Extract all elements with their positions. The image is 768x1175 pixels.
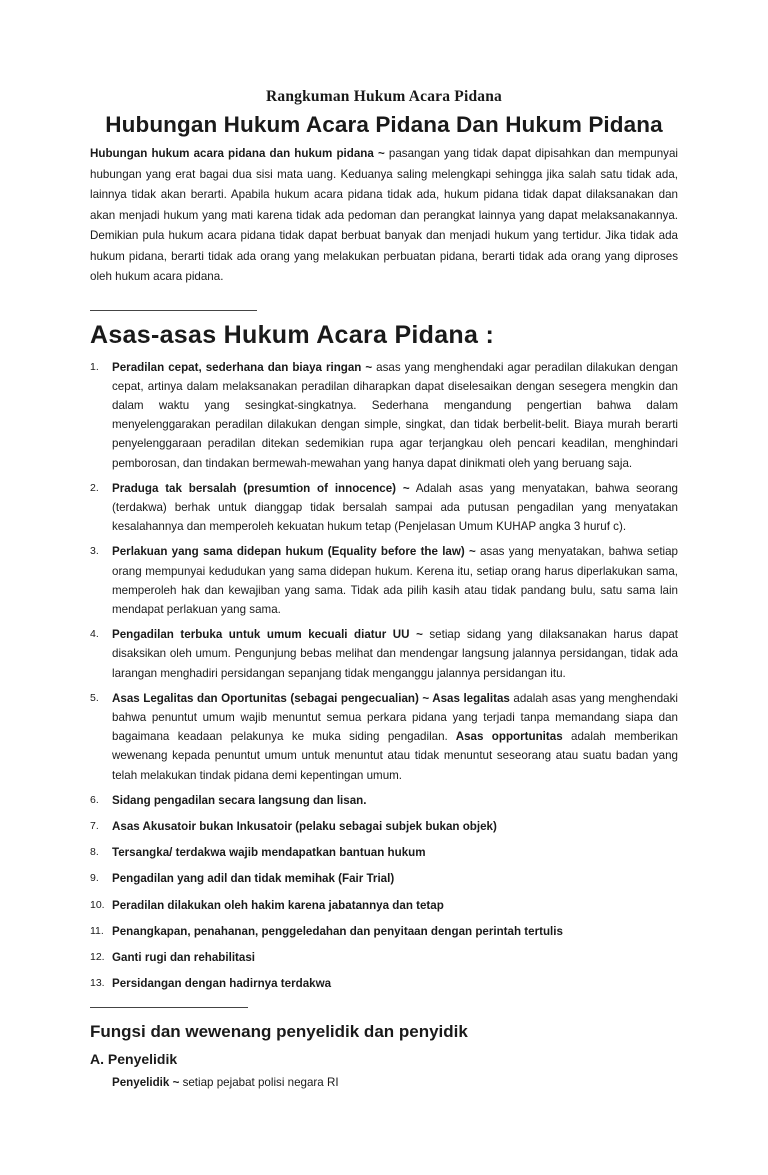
document-title: Hubungan Hukum Acara Pidana Dan Hukum Pidana [105, 112, 663, 137]
item-text: Adalah asas yang menyatakan, bahwa seorang (terdakwa) berhak untuk dianggap tidak bersalah sampai ada putusan pengadilan yang menyatakan kesalahannya dan memperoleh kekuatan hukum tetap (Penjelasan Umum KUHAP angka 3 huruf c). [112, 481, 679, 534]
item-number: 9. [90, 872, 99, 885]
item-term: Penangkapan, penahanan, penggeledahan dan penyitaan dengan perintah tertulis [112, 924, 563, 938]
item-term: Praduga tak bersalah (presumtion of innocence) ~ [112, 481, 410, 495]
item-number: 13. [90, 977, 105, 990]
list-item [90, 817, 678, 836]
item-text: asas yang menghendaki agar peradilan dilakukan dengan cepat, artinya dalam melaksanakan peradilan diharapkan dapat diselesaikan dengan sesegera mengkin dan dalam waktu yang sesingkat-singkatnya. Sederhana mengandung pengertian bahwa dalam menyelenggarakan peradilan dilakukan dengan simple, singkat, dan tidak berbelit-belit. Biaya murah berarti penyelenggaraan peradilan ditekan sedemikian rupa agar terjangkau oleh pencari keadilan, menghindari pemborosan, dan tindakan bermewah-mewahan yang hanya dapat dinikmati oleh yang beruang saja. [112, 360, 678, 470]
list-item [90, 896, 678, 915]
item-text-secondary: adalah memberikan wewenang kepada penuntut umum untuk menuntut atau tidak menuntut seseorang atau suatu badan yang telah melakukan tindak pidana demi kepentingan umum. [112, 730, 678, 782]
list-item [90, 869, 678, 888]
list-item [90, 542, 678, 619]
item-term: Ganti rugi dan rehabilitasi [112, 950, 256, 964]
item-number: 11. [90, 924, 104, 937]
item-number: 1. [90, 360, 99, 373]
item-number: 5. [90, 691, 99, 704]
penyelidik-subheading: A. Penyelidik [90, 1051, 178, 1068]
item-term: Peradilan dilakukan oleh hakim karena jabatannya dan tetap [112, 898, 444, 912]
list-item [90, 922, 678, 941]
list-item [90, 974, 678, 993]
item-term: Asas Legalitas dan Oportunitas (sebagai pengecualian) ~ Asas legalitas [112, 691, 510, 705]
item-number: 7. [90, 819, 99, 832]
definition-term: Penyelidik ~ [112, 1076, 180, 1090]
item-number: 8. [90, 846, 99, 859]
list-item [90, 948, 678, 967]
item-term: Pengadilan terbuka untuk umum kecuali diatur UU ~ [112, 628, 423, 642]
item-text: asas yang menyatakan, bahwa setiap orang mempunyai kedudukan yang sama didepan hukum. Kerena itu, setiap orang harus diperlakukan sama, memperoleh hak dan kewajiban yang sama. Tidak ada pilih kasih atau tidak pandang bulu, satu sama lain mendapat perlakuan yang sama. [112, 545, 679, 616]
item-term: Pengadilan yang adil dan tidak memihak (Fair Trial) [112, 872, 395, 886]
list-item [90, 689, 678, 785]
item-text: setiap sidang yang dilaksanakan harus dapat disaksikan oleh umum. Pengunjung bebas melihat dan mendengar langsung jalannya persidangan, tidak ada larangan menghadiri persidangan sepanjang tidak menganggu jalannya persidangan itu. [112, 628, 678, 680]
item-term: Sidang pengadilan secara langsung dan lisan. [112, 793, 367, 807]
item-number: 6. [90, 793, 99, 806]
list-item [90, 479, 678, 537]
document-subtitle: Rangkuman Hukum Acara Pidana [265, 88, 502, 105]
item-number: 2. [90, 481, 99, 494]
document-page [90, 88, 678, 1089]
item-number: 3. [90, 545, 99, 558]
penyelidik-definition [90, 1076, 678, 1089]
item-number: 4. [90, 628, 99, 641]
item-term: Tersangka/ terdakwa wajib mendapatkan bantuan hukum [112, 846, 426, 860]
item-term: Perlakuan yang sama didepan hukum (Equality before the law) ~ [112, 545, 476, 559]
item-text: adalah asas yang menghendaki bahwa penuntut umum wajib menuntut semua perkara pidana yang terjadi tanpa memandang siapa dan bagaimana keadaan pelakunya ke muka siding pengadilan. [112, 691, 679, 744]
definition-text: setiap pejabat polisi negara RI [179, 1076, 339, 1090]
item-term: Persidangan dengan hadirnya terdakwa [112, 977, 332, 991]
intro-text: pasangan yang tidak dapat dipisahkan dan mempunyai hubungan yang erat bagai dua sisi mata uang. Keduanya saling melengkapi sehingga jika salah satu tidak ada, lainnya tidak akan berarti. Apabila hukum acara pidana tidak ada, hukum pidana tidak dapat dilaksanakan dan akan menjadi hukum yang mati karena tidak ada pedoman dan perangkat lainnya yang dapat melaksanakannya. Demikian pula hukum acara pidana tidak dapat berbuat banyak dan menjadi hukum yang tertidur. Jika tidak ada hukum pidana, berarti tidak ada orang yang melakukan perbuatan pidana, berarti tidak ada orang yang diproses oleh hukum acara pidana. [90, 147, 679, 283]
item-number: 10. [90, 898, 105, 911]
fungsi-heading: Fungsi dan wewenang penyelidik dan penyidik [90, 1022, 468, 1042]
intro-paragraph [90, 144, 678, 288]
list-item [90, 358, 678, 473]
item-term: Asas Akusatoir bukan Inkusatoir (pelaku sebagai subjek bukan objek) [112, 819, 497, 833]
item-term-secondary: Asas opportunitas [447, 730, 563, 744]
list-item [90, 843, 678, 862]
intro-term: Hubungan hukum acara pidana dan hukum pidana ~ [90, 147, 385, 160]
item-term: Peradilan cepat, sederhana dan biaya ringan ~ [112, 360, 373, 374]
asas-heading: Asas-asas Hukum Acara Pidana : [90, 320, 495, 349]
list-item [90, 791, 678, 810]
asas-list [90, 358, 678, 994]
item-number: 12. [90, 950, 105, 963]
list-item [90, 625, 678, 683]
